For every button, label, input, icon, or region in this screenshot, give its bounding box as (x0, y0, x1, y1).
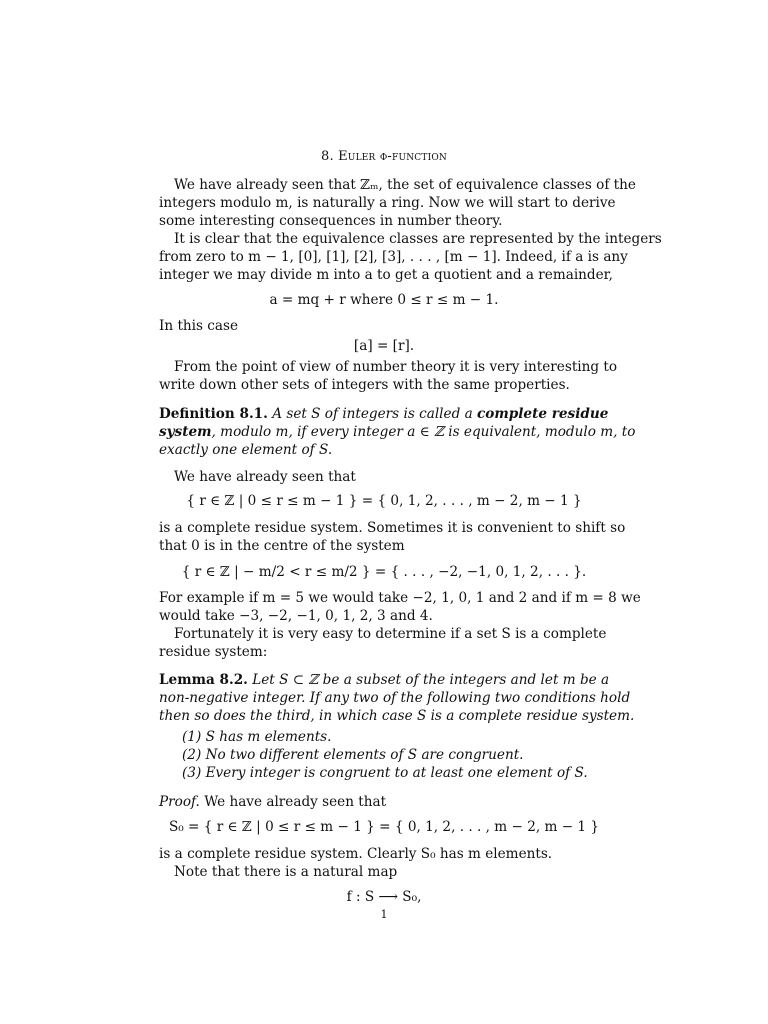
lemma-item: (3) Every integer is congruent to at least one element of S. (182, 765, 588, 781)
section-title-text: 8. Euler φ-function (320, 149, 448, 164)
paragraph-line: For example if m = 5 we would take −2, 1, 0, 1 and 2 and if m = 8 we (159, 590, 641, 606)
paragraph-line: Fortunately it is very easy to determine if a set S is a complete (174, 626, 607, 642)
definition-label: Definition 8.1. (159, 406, 268, 422)
lemma-item: (2) No two different elements of S are congruent. (182, 747, 524, 763)
section-title (0, 148, 768, 166)
paragraph-line: It is clear that the equivalence classes are represented by the integers (174, 231, 662, 247)
paragraph-line: We have already seen that ℤₘ, the set of equivalence classes of the (174, 177, 636, 193)
paragraph-line: From the point of view of number theory it is very interesting to (174, 359, 618, 375)
display-equation: S₀ = { r ∈ ℤ | 0 ≤ r ≤ m − 1 } = { 0, 1, 2, . . . , m − 2, m − 1 } (168, 819, 600, 835)
proof-label: Proof. (159, 794, 200, 810)
display-equation: f : S ⟶ S₀, (346, 889, 422, 905)
paragraph-line: that 0 is in the centre of the system (159, 538, 405, 554)
paragraph-line: We have already seen that (174, 469, 356, 485)
lemma-text: Let S ⊂ ℤ be a subset of the integers and let m be a (247, 672, 610, 688)
paragraph-line: is a complete residue system. Sometimes it is convenient to shift so (159, 520, 626, 536)
paragraph-line: Note that there is a natural map (174, 864, 398, 880)
definition-term: complete residue (477, 406, 609, 422)
lemma-label: Lemma 8.2. (159, 672, 248, 688)
page-number: 1 (380, 908, 388, 921)
paragraph-line: is a complete residue system. Clearly S₀ has m elements. (159, 846, 553, 862)
definition-text: A set S of integers is called a (267, 406, 478, 422)
proof-line (159, 793, 386, 811)
lemma-line (159, 671, 609, 689)
lemma-item: (1) S has m elements. (182, 729, 332, 745)
lemma-line: then so does the third, in which case S is a complete residue system. (159, 708, 635, 724)
paragraph-line: integers modulo m, is naturally a ring. Now we will start to derive (159, 195, 616, 211)
paragraph-line: would take −3, −2, −1, 0, 1, 2, 3 and 4. (159, 608, 433, 624)
display-equation: [a] = [r]. (353, 338, 415, 354)
definition-text: , modulo m, if every integer a ∈ ℤ is equivalent, modulo m, to (211, 424, 636, 440)
definition-line: exactly one element of S. (159, 442, 333, 458)
paragraph-line: residue system: (159, 644, 268, 660)
definition-line (159, 423, 635, 441)
paragraph-line: some interesting consequences in number theory. (159, 213, 503, 229)
display-equation: { r ∈ ℤ | − m/2 < r ≤ m/2 } = { . . . , −2, −1, 0, 1, 2, . . . }. (181, 564, 587, 580)
proof-text: We have already seen that (199, 794, 387, 810)
paragraph-line: write down other sets of integers with the same properties. (159, 377, 570, 393)
paragraph-line: In this case (159, 318, 239, 334)
display-equation: a = mq + r where 0 ≤ r ≤ m − 1. (269, 292, 499, 308)
paragraph-line: integer we may divide m into a to get a quotient and a remainder, (159, 267, 614, 283)
definition-line (159, 405, 608, 423)
paragraph-line: from zero to m − 1, [0], [1], [2], [3], . . . , [m − 1]. Indeed, if a is any (159, 249, 628, 265)
lemma-line: non-negative integer. If any two of the following two conditions hold (159, 690, 631, 706)
definition-term: system (159, 424, 212, 440)
display-equation: { r ∈ ℤ | 0 ≤ r ≤ m − 1 } = { 0, 1, 2, . . . , m − 2, m − 1 } (186, 493, 582, 509)
